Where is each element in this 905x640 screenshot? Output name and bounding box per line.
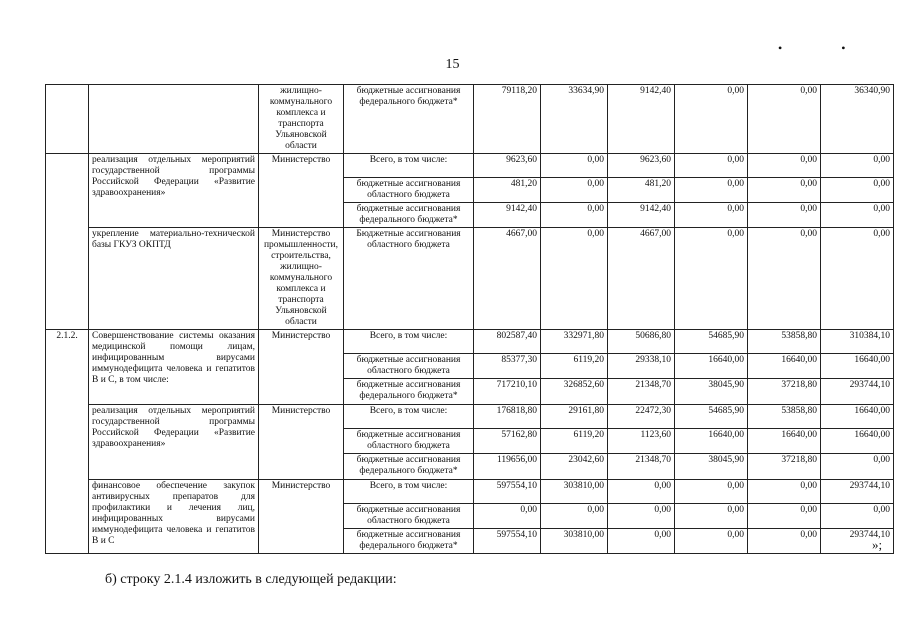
funding-source: бюджетные ассигнования областного бюджета	[344, 504, 474, 529]
amount-cell: 0,00	[541, 504, 608, 529]
executor: жилищно-коммунального комплекса и транспорта Ульяновской области	[259, 85, 344, 154]
amount-cell: 0,00	[821, 203, 894, 228]
amount-cell: 16640,00	[675, 354, 748, 379]
closing-quote: »;	[872, 537, 883, 552]
amount-cell: 0,00	[821, 454, 894, 480]
amount-cell: 0,00	[821, 504, 894, 529]
amount-cell: 176818,80	[474, 405, 541, 429]
row-code: 2.1.2.	[46, 330, 89, 554]
amount-cell: 332971,80	[541, 330, 608, 354]
funding-source: бюджетные ассигнования областного бюджета	[344, 178, 474, 203]
measure-description: реализация отдельных мероприятий государственной программы Российской Федерации «Развитие здравоохранения»	[89, 405, 259, 480]
amount-cell: 303810,00	[541, 480, 608, 504]
amount-cell: 6119,20	[541, 429, 608, 454]
executor: Министерство промышленности, строительства, жилищно-коммунального комплекса и транспорта Ульяновской области	[259, 228, 344, 330]
amount-cell: 37218,80	[748, 379, 821, 405]
measure-description: финансовое обеспечение закупок антивирусных препаратов для профилактики и лечения лиц, инфицированных вирусами иммунодефицита человека и гепатитов В и С	[89, 480, 259, 554]
table-row	[46, 228, 894, 330]
amount-cell: 119656,00	[474, 454, 541, 480]
amount-cell: 85377,30	[474, 354, 541, 379]
executor: Министерство	[259, 480, 344, 554]
amount-cell: 0,00	[541, 203, 608, 228]
amount-cell: 16640,00	[821, 405, 894, 429]
funding-source: бюджетные ассигнования федерального бюджета*	[344, 379, 474, 405]
amount-cell: 0,00	[474, 504, 541, 529]
amount-cell: 16640,00	[821, 429, 894, 454]
amount-cell: 0,00	[541, 154, 608, 178]
table-row	[46, 405, 894, 429]
amount-cell: 53858,80	[748, 330, 821, 354]
executor: Министерство	[259, 154, 344, 228]
amount-cell: 0,00	[541, 228, 608, 330]
amount-cell: 0,00	[748, 178, 821, 203]
amount-cell: 0,00	[748, 85, 821, 154]
amount-cell: 9142,40	[608, 85, 675, 154]
amount-cell: 50686,80	[608, 330, 675, 354]
amount-cell: 293744,10	[821, 379, 894, 405]
amount-cell: 0,00	[541, 178, 608, 203]
funding-source: бюджетные ассигнования областного бюджета	[344, 354, 474, 379]
amount-cell: 0,00	[748, 529, 821, 554]
instruction-text: б) строку 2.1.4 изложить в следующей редакции:	[105, 572, 397, 587]
amount-cell: 21348,70	[608, 379, 675, 405]
amount-cell: 4667,00	[474, 228, 541, 330]
amount-cell: 0,00	[821, 228, 894, 330]
funding-source: бюджетные ассигнования федерального бюджета*	[344, 454, 474, 480]
amount-cell: 23042,60	[541, 454, 608, 480]
funding-source: Всего, в том числе:	[344, 154, 474, 178]
amount-cell: 0,00	[675, 228, 748, 330]
amount-cell: 36340,90	[821, 85, 894, 154]
amount-cell: 481,20	[608, 178, 675, 203]
amount-cell: 29338,10	[608, 354, 675, 379]
budget-table	[45, 84, 894, 554]
amount-cell: 54685,90	[675, 405, 748, 429]
amount-cell: 0,00	[675, 480, 748, 504]
amount-cell: 326852,60	[541, 379, 608, 405]
measure-description: укрепление материально-технической базы ГКУЗ ОКПТД	[89, 228, 259, 330]
amount-cell: 53858,80	[748, 405, 821, 429]
amount-cell: 0,00	[608, 480, 675, 504]
table-row	[46, 330, 894, 354]
amount-cell: 481,20	[474, 178, 541, 203]
row-code	[46, 85, 89, 154]
amount-cell: 9623,60	[608, 154, 675, 178]
measure-description: Совершенствование системы оказания медицинской помощи лицам, инфицированным вирусами иммунодефицита человека и гепатитов В и С, в том числе:	[89, 330, 259, 405]
amount-cell: 303810,00	[541, 529, 608, 554]
measure-description: реализация отдельных мероприятий государственной программы Российской Федерации «Развитие здравоохранения»	[89, 154, 259, 228]
funding-source: бюджетные ассигнования федерального бюджета*	[344, 203, 474, 228]
amount-cell: 0,00	[821, 178, 894, 203]
amount-cell: 9623,60	[474, 154, 541, 178]
amount-cell: 22472,30	[608, 405, 675, 429]
amount-cell: 1123,60	[608, 429, 675, 454]
amount-cell: 6119,20	[541, 354, 608, 379]
row-code	[46, 154, 89, 330]
amount-cell: 0,00	[748, 480, 821, 504]
amount-cell: 0,00	[748, 203, 821, 228]
amount-cell: 9142,40	[608, 203, 675, 228]
amount-cell: 0,00	[675, 203, 748, 228]
amount-cell: 0,00	[675, 504, 748, 529]
amount-cell: 0,00	[675, 85, 748, 154]
amount-cell: 597554,10	[474, 529, 541, 554]
amount-cell: 16640,00	[748, 354, 821, 379]
amount-cell: 16640,00	[748, 429, 821, 454]
margin-marks: • •	[778, 41, 874, 55]
amount-cell: 38045,90	[675, 454, 748, 480]
amount-cell: 0,00	[675, 154, 748, 178]
amount-cell: 717210,10	[474, 379, 541, 405]
amount-cell: 597554,10	[474, 480, 541, 504]
amount-cell: 293744,10	[821, 529, 894, 554]
amount-cell: 38045,90	[675, 379, 748, 405]
amount-cell: 79118,20	[474, 85, 541, 154]
amount-cell: 4667,00	[608, 228, 675, 330]
amount-cell: 16640,00	[675, 429, 748, 454]
executor: Министерство	[259, 330, 344, 405]
funding-source: Всего, в том числе:	[344, 330, 474, 354]
amount-cell: 0,00	[608, 504, 675, 529]
measure-description	[89, 85, 259, 154]
amount-cell: 0,00	[821, 154, 894, 178]
amount-cell: 293744,10	[821, 480, 894, 504]
executor: Министерство	[259, 405, 344, 480]
page-number: 15	[445, 57, 460, 72]
amount-cell: 0,00	[608, 529, 675, 554]
amount-cell: 16640,00	[821, 354, 894, 379]
amount-cell: 9142,40	[474, 203, 541, 228]
amount-cell: 0,00	[748, 504, 821, 529]
amount-cell: 57162,80	[474, 429, 541, 454]
amount-cell: 33634,90	[541, 85, 608, 154]
amount-cell: 37218,80	[748, 454, 821, 480]
amount-cell: 310384,10	[821, 330, 894, 354]
amount-cell: 54685,90	[675, 330, 748, 354]
funding-source: бюджетные ассигнования федерального бюджета*	[344, 529, 474, 554]
table-row	[46, 154, 894, 178]
table-row	[46, 85, 894, 154]
funding-source: Бюджетные ассигнования областного бюджета	[344, 228, 474, 330]
funding-source: Всего, в том числе:	[344, 405, 474, 429]
funding-source: бюджетные ассигнования областного бюджета	[344, 429, 474, 454]
amount-cell: 29161,80	[541, 405, 608, 429]
amount-cell: 0,00	[748, 154, 821, 178]
amount-cell: 802587,40	[474, 330, 541, 354]
amount-cell: 0,00	[675, 529, 748, 554]
funding-source: Всего, в том числе:	[344, 480, 474, 504]
amount-cell: 21348,70	[608, 454, 675, 480]
funding-source: бюджетные ассигнования федерального бюджета*	[344, 85, 474, 154]
table-row	[46, 480, 894, 504]
amount-cell: 0,00	[675, 178, 748, 203]
amount-cell: 0,00	[748, 228, 821, 330]
